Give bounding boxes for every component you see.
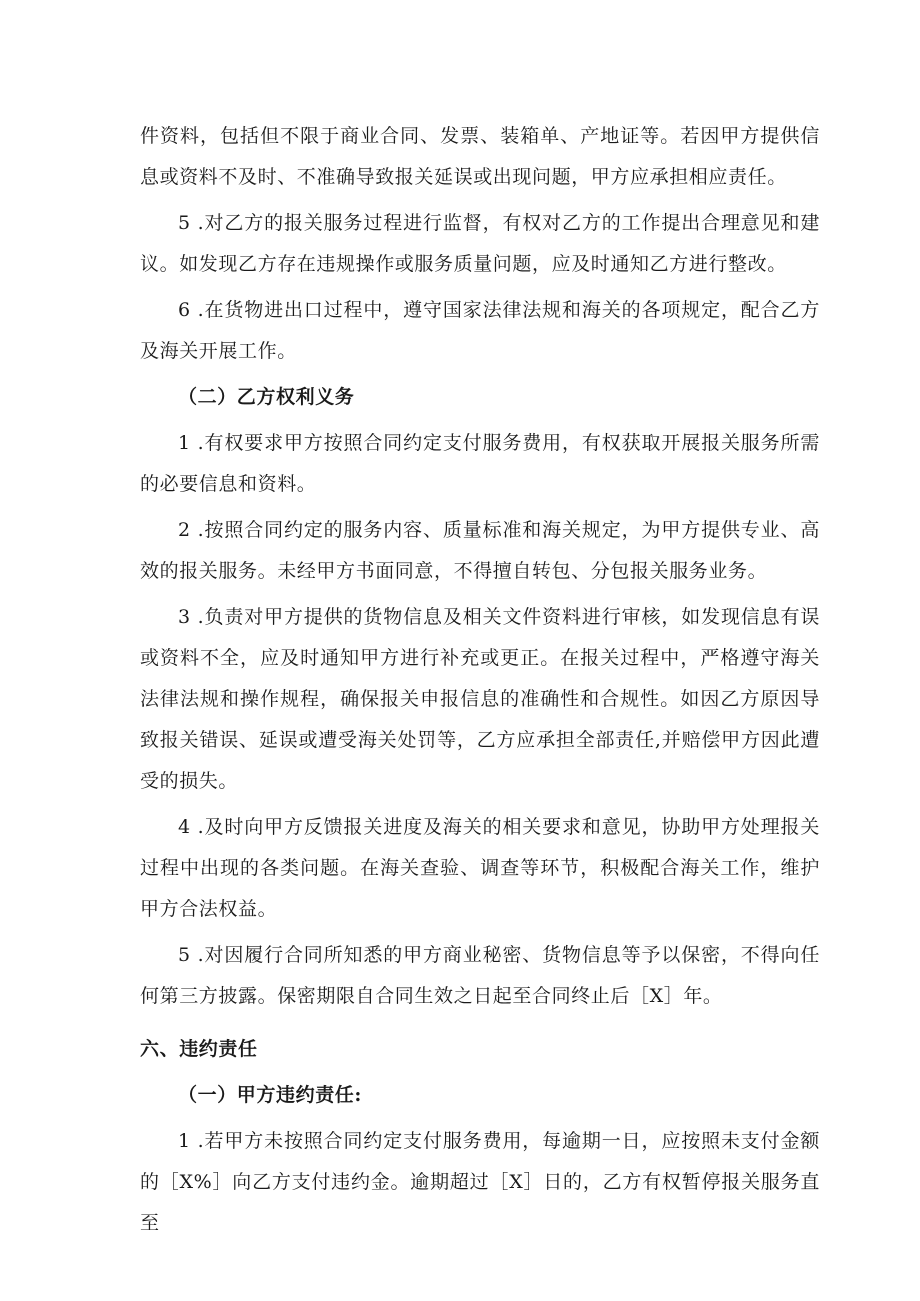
paragraph-party-b-item-4: 4 .及时向甲方反馈报关进度及海关的相关要求和意见，协助甲方处理报关过程中出现的各类问题。在海关查验、调查等环节，积极配合海关工作，维护甲方合法权益。 xyxy=(140,816,820,920)
paragraph-party-b-item-2: 2 .按照合同约定的服务内容、质量标准和海关规定，为甲方提供专业、高效的报关服务。未经甲方书面同意，不得擅自转包、分包报关服务业务。 xyxy=(140,519,820,582)
paragraph-party-b-item-1: 1 .有权要求甲方按照合同约定支付服务费用，有权获取开展报关服务所需的必要信息和资料。 xyxy=(140,432,820,495)
section-heading-breach-liability: 六、违约责任 xyxy=(140,1038,258,1060)
section-heading-party-a-breach: （一）甲方违约责任: xyxy=(178,1084,363,1106)
paragraph-continued: 件资料，包括但不限于商业合同、发票、装箱单、产地证等。若因甲方提供信息或资料不及时、不准确导致报关延误或出现问题，甲方应承担相应责任。 xyxy=(140,125,820,188)
paragraph-party-a-item-5: 5 .对乙方的报关服务过程进行监督，有权对乙方的工作提出合理意见和建议。如发现乙方存在违规操作或服务质量问题，应及时通知乙方进行整改。 xyxy=(140,212,820,275)
document-body xyxy=(140,116,820,1244)
paragraph-party-a-breach-item-1: 1 .若甲方未按照合同约定支付服务费用，每逾期一日，应按照未支付金额的［X%］向乙方支付违约金。逾期超过［X］日的，乙方有权暂停报关服务直至 xyxy=(140,1130,820,1234)
paragraph-party-b-item-5: 5 .对因履行合同所知悉的甲方商业秘密、货物信息等予以保密，不得向任何第三方披露。保密期限自合同生效之日起至合同终止后［X］年。 xyxy=(140,944,820,1007)
paragraph-party-b-item-3: 3 .负责对甲方提供的货物信息及相关文件资料进行审核，如发现信息有误或资料不全，应及时通知甲方进行补充或更正。在报关过程中，严格遵守海关法律法规和操作规程，确保报关申报信息的准确性和合规性。如因乙方原因导致报关错误、延误或遭受海关处罚等，乙方应承担全部责任,并赔偿甲方因此遭受的损失。 xyxy=(140,606,820,792)
paragraph-party-a-item-6: 6 .在货物进出口过程中，遵守国家法律法规和海关的各项规定，配合乙方及海关开展工作。 xyxy=(140,299,820,362)
section-heading-party-b-rights: （二）乙方权利义务 xyxy=(178,386,355,408)
